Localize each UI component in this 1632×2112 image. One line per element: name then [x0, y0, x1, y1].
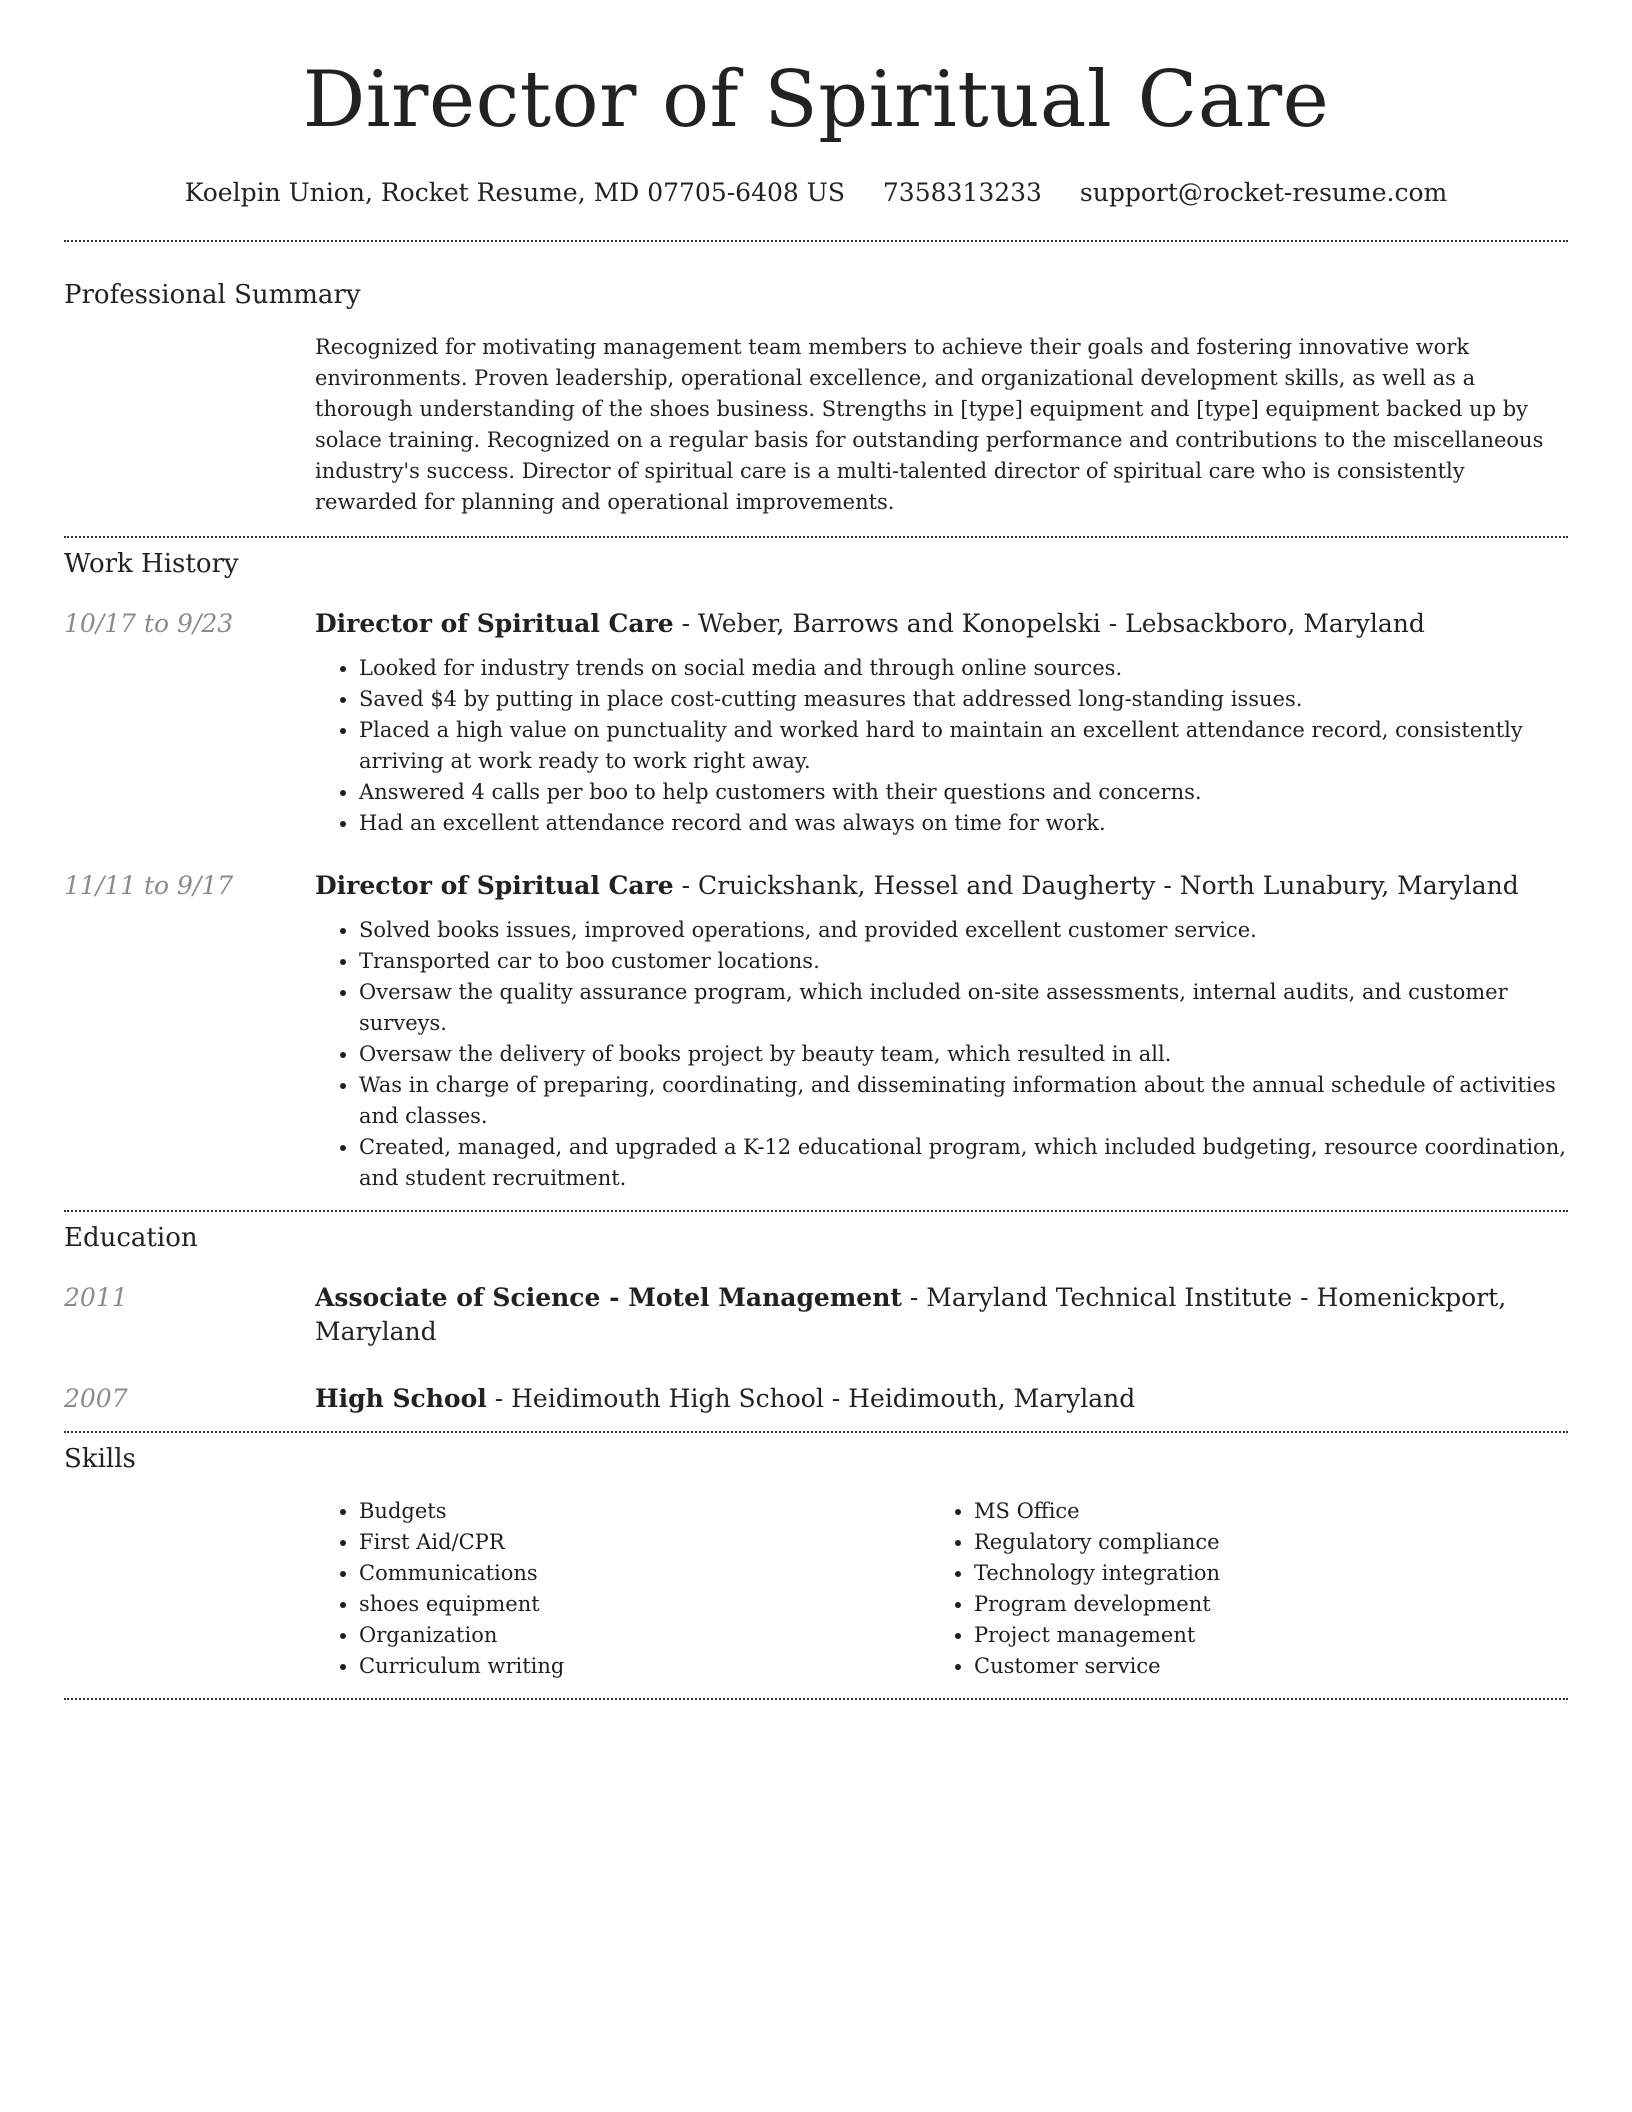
job-dates: 11/11 to 9/17	[64, 871, 234, 900]
skill-item: • Curriculum writing	[359, 1651, 930, 1682]
summary-heading: Professional Summary	[64, 280, 361, 310]
education-body	[315, 1382, 1568, 1416]
skills-column-right	[930, 1496, 1545, 1682]
job-title-line	[315, 869, 1568, 903]
education-entry	[64, 1281, 1568, 1349]
job-bullet: • Looked for industry trends on social media and through online sources.	[359, 653, 1568, 684]
skills-list	[930, 1496, 1545, 1682]
resume-page	[64, 0, 1568, 1700]
job-bullets	[315, 653, 1568, 839]
job-bullet: • Solved books issues, improved operations, and provided excellent customer service.	[359, 915, 1568, 946]
job-employer-location: - Weber, Barrows and Konopelski - Lebsackboro, Maryland	[673, 609, 1425, 638]
job-bullet: • Saved $4 by putting in place cost-cutting measures that addressed long-standing issues.	[359, 684, 1568, 715]
skill-item: • First Aid/CPR	[359, 1527, 930, 1558]
job-title-line	[315, 607, 1568, 641]
education-degree: High School	[315, 1384, 487, 1413]
skill-item: • Organization	[359, 1620, 930, 1651]
resume-name: Director of Spiritual Care	[302, 55, 1330, 145]
education-title-line	[315, 1382, 1568, 1416]
education-year: 2007	[64, 1384, 128, 1413]
skill-item: • Technology integration	[974, 1558, 1545, 1589]
education-entry	[64, 1382, 1568, 1416]
education-title-line	[315, 1281, 1568, 1349]
education-school-location: - Heidimouth High School - Heidimouth, Maryland	[486, 1384, 1136, 1413]
job-body	[315, 869, 1568, 1194]
skill-item: • Program development	[974, 1589, 1545, 1620]
skill-item: • Customer service	[974, 1651, 1545, 1682]
skill-item: • Budgets	[359, 1496, 930, 1527]
skill-item: • Regulatory compliance	[974, 1527, 1545, 1558]
job-bullet: • Created, managed, and upgraded a K-12 educational program, which included budgeting, resource coordination, and student recruitment.	[359, 1132, 1568, 1194]
skill-item: • Communications	[359, 1558, 930, 1589]
job-role: Director of Spiritual Care	[315, 871, 674, 900]
skills-section	[64, 1433, 1568, 1682]
job-entry	[64, 869, 1568, 1194]
job-bullet: • Answered 4 calls per boo to help customers with their questions and concerns.	[359, 777, 1568, 808]
contact-phone: 7358313233	[882, 178, 1042, 207]
contact-email: support@rocket-resume.com	[1079, 178, 1448, 207]
skill-item: • shoes equipment	[359, 1589, 930, 1620]
education-degree: Associate of Science - Motel Management	[315, 1283, 902, 1312]
summary-section	[64, 242, 1568, 518]
skills-columns	[315, 1496, 1568, 1682]
job-bullet: • Placed a high value on punctuality and worked hard to maintain an excellent attendance record, consistently arriving at work ready to work right away.	[359, 715, 1568, 777]
work-history-section	[64, 538, 1568, 1194]
education-year: 2011	[64, 1283, 128, 1312]
education-body	[315, 1281, 1568, 1349]
skill-item: • Project management	[974, 1620, 1545, 1651]
skills-list	[315, 1496, 930, 1682]
job-role: Director of Spiritual Care	[315, 609, 674, 638]
work-history-heading: Work History	[64, 549, 239, 579]
contact-address: Koelpin Union, Rocket Resume, MD 07705-6408 US	[184, 178, 845, 207]
summary-text: Recognized for motivating management team members to achieve their goals and fostering innovative work environments. Proven leadership, operational excellence, and organizational development skills, as well as a thorough understanding of the shoes business. Strengths in [type] equipment and [type] equipment backed up by solace training. Recognized on a regular basis for outstanding performance and contributions to the miscellaneous industry's success. Director of spiritual care is a multi-talented director of spiritual care who is consistently rewarded for planning and operational improvements.	[315, 335, 1544, 514]
job-employer-location: - Cruickshank, Hessel and Daugherty - North Lunabury, Maryland	[673, 871, 1519, 900]
job-bullets	[315, 915, 1568, 1194]
skills-heading: Skills	[64, 1444, 136, 1474]
education-heading: Education	[64, 1223, 198, 1253]
contact-line	[64, 176, 1568, 210]
job-body	[315, 607, 1568, 839]
job-bullet: • Oversaw the quality assurance program, which included on-site assessments, internal audits, and customer surveys.	[359, 977, 1568, 1039]
job-bullet: • Transported car to boo customer locations.	[359, 946, 1568, 977]
job-bullet: • Oversaw the delivery of books project by beauty team, which resulted in all.	[359, 1039, 1568, 1070]
resume-header	[64, 0, 1568, 210]
job-bullet: • Had an excellent attendance record and was always on time for work.	[359, 808, 1568, 839]
job-dates: 10/17 to 9/23	[64, 609, 234, 638]
education-school-location: - Maryland Technical Institute - Homenickport, Maryland	[315, 1283, 1507, 1346]
job-bullet: • Was in charge of preparing, coordinating, and disseminating information about the annual schedule of activities and classes.	[359, 1070, 1568, 1132]
skills-column-left	[315, 1496, 930, 1682]
section-divider	[64, 1698, 1568, 1700]
job-entry	[64, 607, 1568, 839]
skill-item: • MS Office	[974, 1496, 1545, 1527]
education-section	[64, 1212, 1568, 1416]
